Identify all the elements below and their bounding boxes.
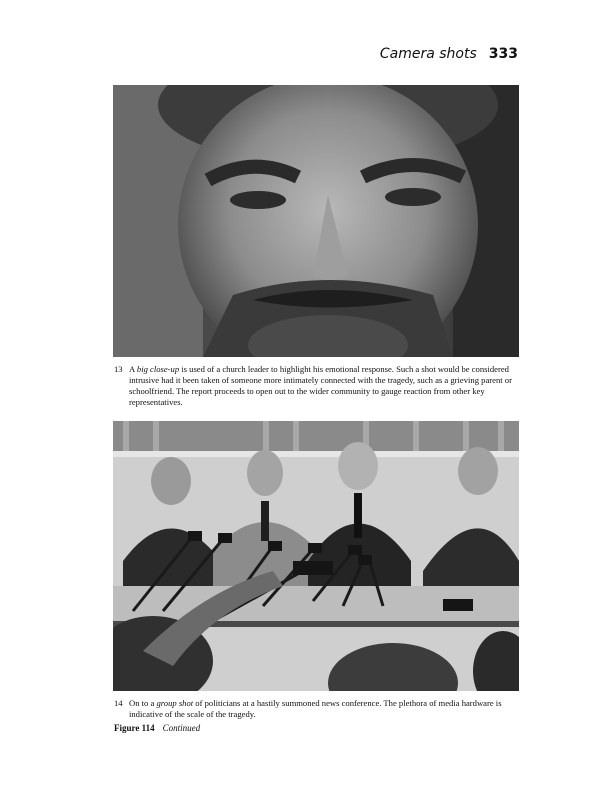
caption-lead: On to a xyxy=(129,698,157,708)
caption-term: big close-up xyxy=(136,364,180,374)
figure-number: Figure 114 xyxy=(114,723,155,733)
caption-number: 13 xyxy=(114,364,123,374)
caption-number: 14 xyxy=(114,698,123,708)
caption-lead: A xyxy=(129,364,137,374)
running-head xyxy=(380,46,518,66)
page-number: 333 xyxy=(488,46,518,62)
caption-rest: is used of a church leader to highlight his emotional response. Such a shot would be considered intrusive had it been taken of someone more intimately connected with the tragedy, such as a grieving parent or schoolfriend. The report proceeds to open out to the wider community to gauge reaction from other key representatives. xyxy=(129,364,512,407)
group-shot-photo xyxy=(113,421,519,691)
figure-caption xyxy=(114,698,518,720)
caption-term: group shot xyxy=(156,698,194,708)
running-title: Camera shots xyxy=(379,46,477,62)
close-up-photo xyxy=(113,85,519,357)
group-shot-photo-image xyxy=(113,421,519,691)
close-up-photo-image xyxy=(113,85,519,357)
figure-continued: Continued xyxy=(162,723,201,733)
caption-rest: of politicians at a hastily summoned news conference. The plethora of media hardware is indicative of the scale of the tragedy. xyxy=(129,698,502,719)
figure-label xyxy=(114,723,200,733)
caption-text xyxy=(129,364,518,408)
caption-text xyxy=(129,698,518,720)
figure-caption xyxy=(114,364,518,408)
